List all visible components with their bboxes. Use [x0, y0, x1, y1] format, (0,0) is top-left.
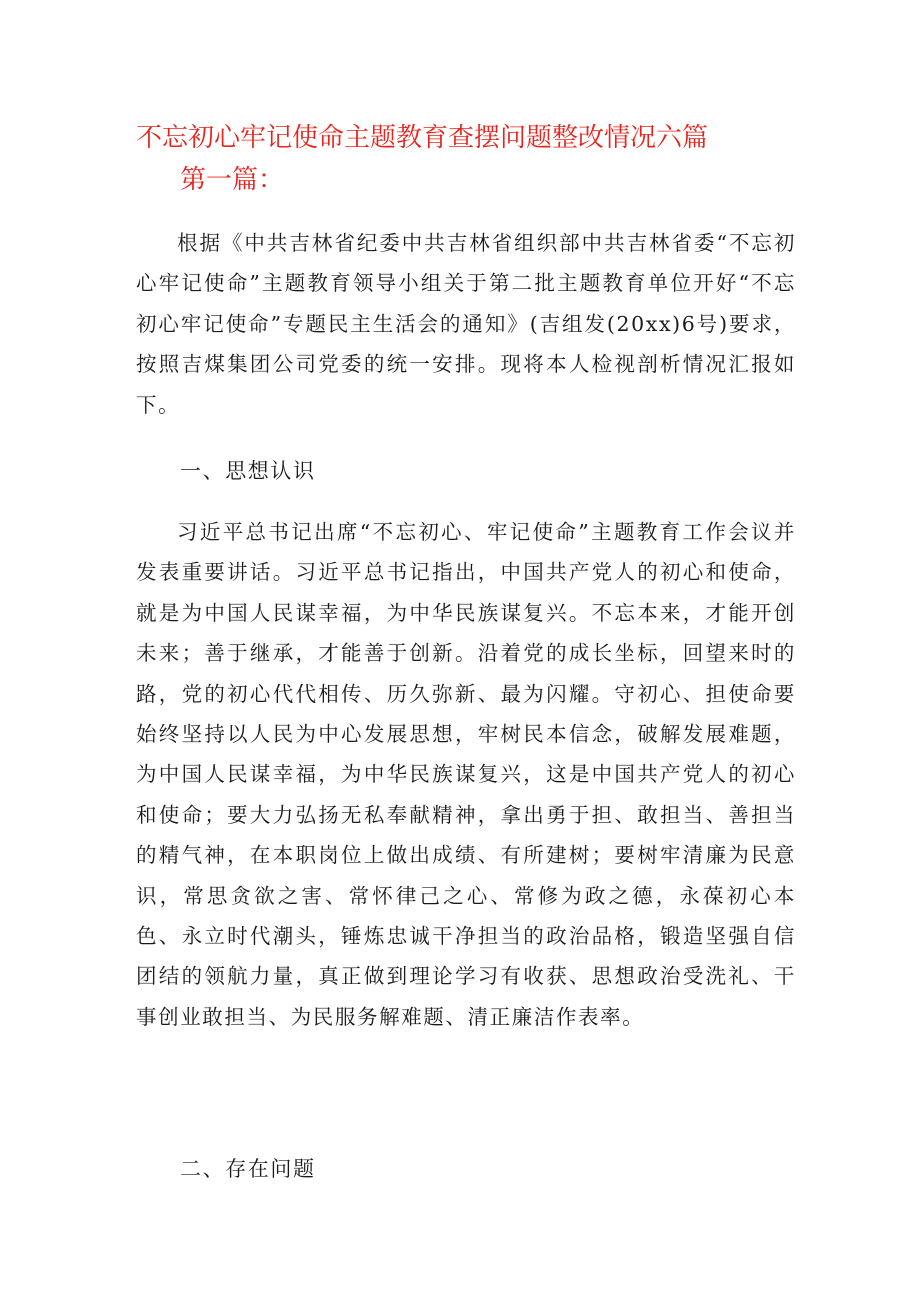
thought-paragraph: 习近平总书记出席“不忘初心、牢记使命”主题教育工作会议并发表重要讲话。习近平总书记指出，中国共产党人的初心和使命，就是为中国人民谋幸福，为中华民族谋复兴。不忘本来，才能开创未来；善于继承，才能善于创新。沿着党的成长坐标，回望来时的路，党的初心代代相传、历久弥新、最为闪耀。守初心、担使命要始终坚持以人民为中心发展思想，牢树民本信念，破解发展难题，为中国人民谋幸福，为中华民族谋复兴，这是中国共产党人的初心和使命；要大力弘扬无私奉献精神，拿出勇于担、敢担当、善担当的精气神，在本职岗位上做出成绩、有所建树；要树牢清廉为民意识，常思贪欲之害、常怀律己之心、常修为政之德，永葆初心本色、永立时代潮头，锤炼忠诚干净担当的政治品格，锻造坚强自信团结的领航力量，真正做到理论学习有收获、思想政治受洗礼、干事创业敢担当、为民服务解难题、清正廉洁作表率。	[136, 520, 796, 1029]
document-title: 不忘初心牢记使命主题教育查摆问题整改情况六篇	[136, 123, 709, 153]
section-heading-thought: 一、思想认识	[180, 459, 316, 483]
chapter-heading: 第一篇：	[180, 165, 285, 195]
intro-paragraph: 根据《中共吉林省纪委中共吉林省组织部中共吉林省委“不忘初心牢记使命”主题教育领导小组关于第二批主题教育单位开好“不忘初心牢记使命”专题民主生活会的通知》(吉组发(20xx)6号)要求，按照吉煤集团公司党委的统一安排。现将本人检视剖析情况汇报如下。	[136, 231, 796, 417]
section-heading-problems: 二、存在问题	[180, 1157, 316, 1181]
